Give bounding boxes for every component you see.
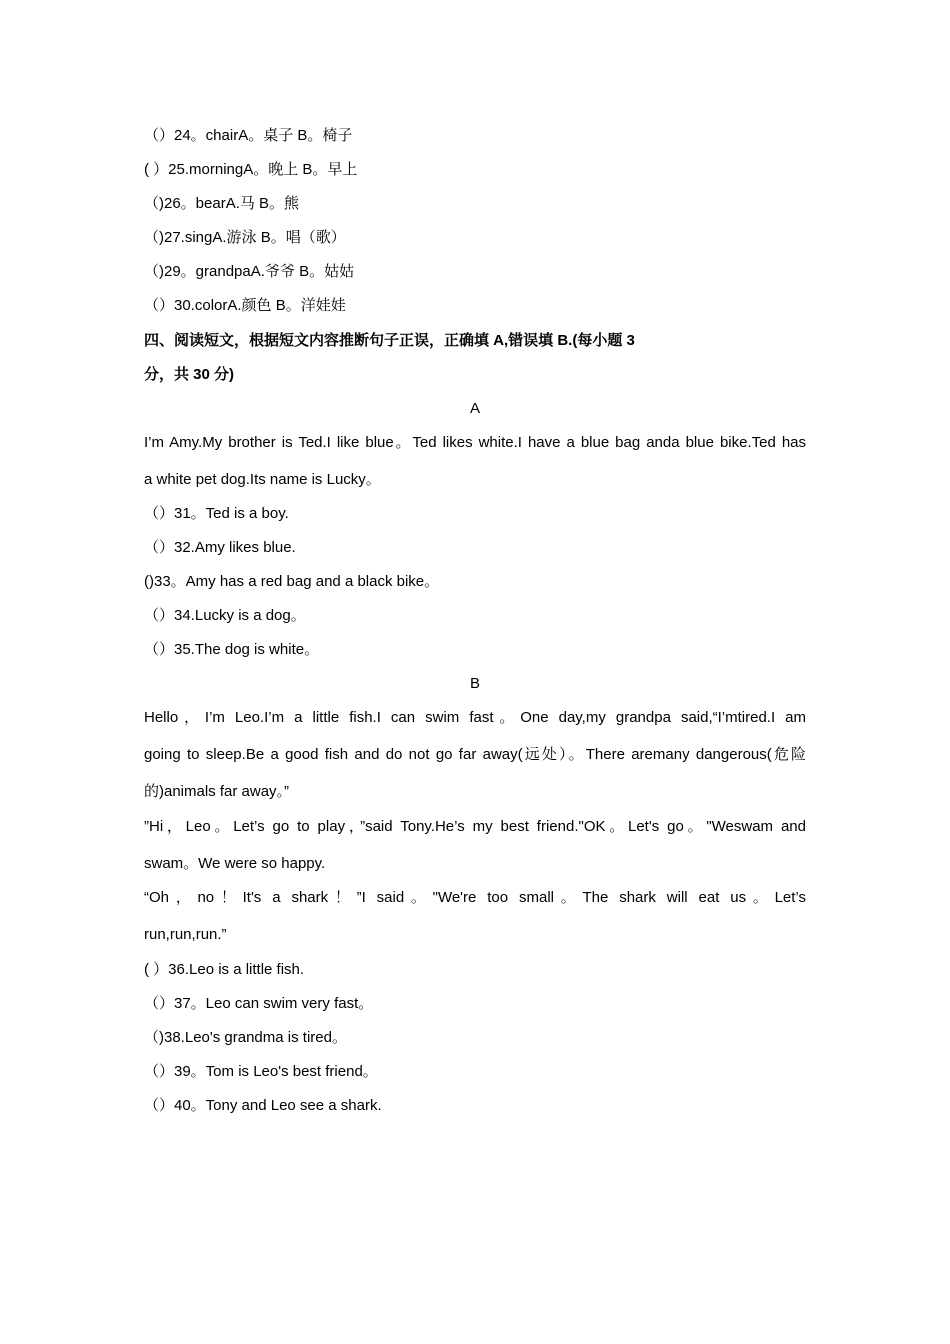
question-34: （）34.Lucky is a dog。 — [144, 607, 306, 624]
passage-b-label: B — [469, 675, 480, 692]
vocab-item-24: （）24。chairA。桌子 B。椅子 — [144, 127, 353, 144]
vocab-item-26: （)26。bearA.马 B。熊 — [144, 195, 300, 212]
section-heading-line2: 分，共 30 分) — [144, 366, 235, 383]
question-38: （)38.Leo's grandma is tired。 — [144, 1029, 347, 1046]
passage-b-text-line7: run,run,run.” — [144, 926, 227, 943]
passage-b-text-line1: Hello，I’m Leo.I’m a little fish.I can swim fast。One day,my grandpa said,“I’mtired.I am — [144, 709, 806, 726]
question-36: ( ）36.Leo is a little fish. — [144, 961, 305, 978]
question-33: ()33。Amy has a red bag and a black bike。 — [144, 573, 440, 590]
passage-b-text-line2: going to sleep.Be a good fish and do not go far away(远处）。There aremany dangerous(危险 — [144, 746, 806, 763]
question-39: （）39。Tom is Leo's best friend。 — [144, 1063, 378, 1080]
passage-b-text-line4: ”Hi，Leo。Let’s go to play，”said Tony.He’s my best friend."OK。Let's go。"Weswam and — [144, 818, 806, 835]
passage-a-text-line1: I’m Amy.My brother is Ted.I like blue。Ted likes white.I have a blue bag anda blue bike.Ted has — [144, 434, 806, 451]
question-35: （）35.The dog is white。 — [144, 641, 320, 658]
question-37: （）37。Leo can swim very fast。 — [144, 995, 374, 1012]
passage-a-label: A — [469, 400, 480, 417]
passage-b-text-line6: “Oh，no！It's a shark！”I said。"We're too small。The shark will eat us。Let’s — [144, 889, 806, 906]
vocab-item-27: （)27.singA.游泳 B。唱（歌） — [144, 229, 346, 246]
question-40: （）40。Tony and Leo see a shark. — [144, 1097, 382, 1114]
vocab-item-29: （)29。grandpaA.爷爷 B。姑姑 — [144, 263, 355, 280]
passage-a-text-line2: a white pet dog.Its name is Lucky。 — [144, 471, 381, 488]
question-32: （）32.Amy likes blue. — [144, 539, 296, 556]
vocab-item-25: ( ）25.morningA。晚上 B。早上 — [144, 161, 358, 178]
passage-b-text-line5: swam。We were so happy. — [144, 855, 326, 872]
passage-b-text-line3: 的)animals far away。” — [144, 783, 290, 800]
question-31: （）31。Ted is a boy. — [144, 505, 289, 522]
section-heading-line1: 四、阅读短文，根据短文内容推断句子正误，正确填 A,错误填 B.(每小题 3 — [144, 332, 635, 349]
vocab-item-30: （）30.colorA.颜色 B。洋娃娃 — [144, 297, 346, 314]
